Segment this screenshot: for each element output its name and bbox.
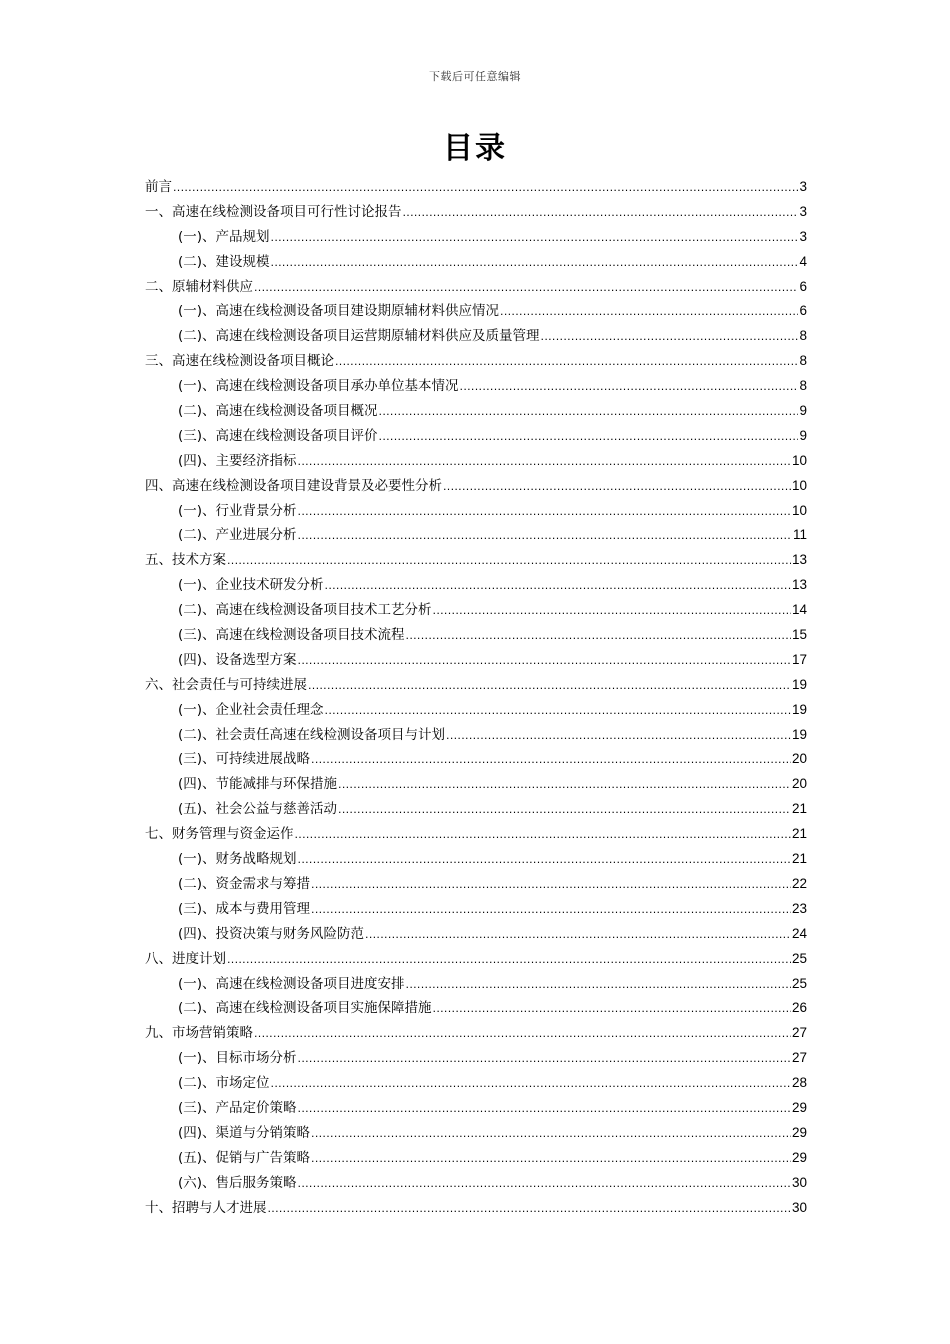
toc-entry[interactable]	[145, 349, 807, 374]
toc-dot-leader	[443, 475, 791, 500]
toc-entry-label: 九、市场营销策略	[145, 1025, 253, 1042]
toc-entry-page-number: 29	[791, 1099, 807, 1115]
toc-entry-page-number: 6	[799, 303, 807, 319]
toc-entry-label: 十、招聘与人才进展	[145, 1199, 267, 1216]
toc-entry-label: (三)、可持续进展战略	[178, 751, 311, 768]
toc-entry-label: (一)、财务战略规划	[178, 851, 297, 868]
toc-entry[interactable]	[145, 872, 807, 897]
toc-dot-leader	[298, 450, 791, 475]
toc-dot-leader	[500, 300, 798, 325]
toc-entry-label: (二)、高速在线检测设备项目技术工艺分析	[178, 602, 432, 619]
toc-dot-leader	[446, 724, 791, 749]
toc-entry-page-number: 24	[791, 925, 807, 941]
toc-entry[interactable]	[145, 648, 807, 673]
toc-entry-page-number: 13	[791, 552, 807, 568]
toc-entry-page-number: 9	[799, 427, 807, 443]
toc-entry-label: 前言	[145, 179, 172, 195]
toc-entry-label: (二)、高速在线检测设备项目运营期原辅材料供应及质量管理	[178, 328, 540, 345]
toc-entry-page-number: 21	[791, 826, 807, 842]
toc-entry[interactable]	[145, 1146, 807, 1171]
toc-entry[interactable]	[145, 1121, 807, 1146]
toc-entry-page-number: 11	[792, 527, 807, 543]
toc-entry-label: (四)、设备选型方案	[178, 651, 297, 668]
toc-entry[interactable]	[145, 723, 807, 748]
toc-entry[interactable]	[145, 1171, 807, 1196]
toc-dot-leader	[379, 400, 799, 425]
toc-entry-page-number: 3	[799, 228, 807, 244]
toc-entry-page-number: 8	[799, 328, 807, 344]
toc-entry-page-number: 9	[799, 403, 807, 419]
toc-entry[interactable]	[145, 324, 807, 349]
toc-entry[interactable]	[145, 499, 807, 524]
toc-dot-leader	[254, 276, 798, 301]
toc-dot-leader	[271, 226, 799, 251]
toc-dot-leader	[268, 1197, 791, 1222]
toc-entry-page-number: 26	[791, 1000, 807, 1016]
toc-entry[interactable]	[145, 573, 807, 598]
toc-entry-label: 七、财务管理与资金运作	[145, 826, 294, 843]
toc-dot-leader	[311, 873, 791, 898]
toc-entry-label: 三、高速在线检测设备项目概论	[145, 353, 334, 370]
toc-entry-label: (二)、社会责任高速在线检测设备项目与计划	[178, 726, 446, 743]
table-of-contents	[145, 175, 807, 1220]
toc-entry[interactable]	[145, 1096, 807, 1121]
toc-entry-page-number: 27	[791, 1050, 807, 1066]
toc-entry[interactable]	[145, 972, 807, 997]
toc-entry[interactable]	[145, 822, 807, 847]
toc-entry-label: 六、社会责任与可持续进展	[145, 676, 307, 693]
toc-entry[interactable]	[145, 1021, 807, 1046]
toc-entry[interactable]	[145, 250, 807, 275]
toc-entry-page-number: 20	[791, 751, 807, 767]
toc-dot-leader	[433, 997, 791, 1022]
toc-entry-page-number: 15	[791, 627, 807, 643]
toc-entry-page-number: 21	[791, 801, 807, 817]
toc-dot-leader	[173, 176, 798, 201]
toc-dot-leader	[311, 748, 791, 773]
page-header-note: 下载后可任意编辑	[429, 70, 521, 83]
toc-entry-page-number: 21	[791, 851, 807, 867]
toc-entry-page-number: 13	[791, 577, 807, 593]
toc-dot-leader	[403, 201, 799, 226]
toc-entry-page-number: 25	[791, 950, 807, 966]
toc-dot-leader	[335, 350, 798, 375]
toc-entry-page-number: 8	[799, 353, 807, 369]
toc-entry-label: (三)、高速在线检测设备项目技术流程	[178, 627, 405, 644]
toc-dot-leader	[311, 1147, 791, 1172]
toc-entry[interactable]	[145, 947, 807, 972]
toc-entry-page-number: 6	[799, 278, 807, 294]
toc-entry-label: (三)、成本与费用管理	[178, 900, 311, 917]
toc-entry-page-number: 29	[791, 1149, 807, 1165]
toc-entry-label: (二)、产业进展分析	[178, 527, 297, 544]
toc-dot-leader	[311, 1122, 791, 1147]
toc-entry-label: (一)、高速在线检测设备项目承办单位基本情况	[178, 378, 459, 395]
toc-dot-leader	[338, 773, 791, 798]
toc-dot-leader	[298, 524, 792, 549]
toc-entry[interactable]	[145, 847, 807, 872]
toc-entry-label: 一、高速在线检测设备项目可行性讨论报告	[145, 203, 402, 220]
toc-entry-page-number: 23	[791, 900, 807, 916]
toc-entry-label: (一)、产品规划	[178, 228, 270, 245]
toc-entry[interactable]	[145, 673, 807, 698]
toc-entry[interactable]	[145, 225, 807, 250]
toc-entry-page-number: 10	[791, 477, 807, 493]
toc-entry-label: (四)、投资决策与财务风险防范	[178, 925, 365, 942]
toc-dot-leader	[406, 624, 791, 649]
toc-entry-label: (四)、节能减排与环保措施	[178, 776, 338, 793]
toc-dot-leader	[298, 500, 791, 525]
toc-entry-label: (四)、主要经济指标	[178, 452, 297, 469]
toc-entry[interactable]	[145, 523, 807, 548]
toc-entry[interactable]	[145, 772, 807, 797]
toc-entry-label: (二)、高速在线检测设备项目实施保障措施	[178, 1000, 432, 1017]
toc-entry-label: (四)、渠道与分销策略	[178, 1124, 311, 1141]
toc-entry-label: (二)、市场定位	[178, 1075, 270, 1092]
toc-entry[interactable]	[145, 996, 807, 1021]
toc-entry-label: (二)、建设规模	[178, 253, 270, 270]
toc-entry-page-number: 28	[791, 1075, 807, 1091]
toc-entry-page-number: 19	[791, 726, 807, 742]
toc-entry-label: (六)、售后服务策略	[178, 1174, 297, 1191]
toc-dot-leader	[308, 674, 791, 699]
toc-entry-label: (五)、促销与广告策略	[178, 1149, 311, 1166]
toc-dot-leader	[227, 948, 791, 973]
toc-entry-page-number: 17	[791, 651, 807, 667]
toc-dot-leader	[271, 251, 799, 276]
toc-dot-leader	[254, 1022, 791, 1047]
toc-entry[interactable]	[145, 275, 807, 300]
toc-dot-leader	[541, 325, 799, 350]
toc-entry-page-number: 27	[791, 1025, 807, 1041]
toc-dot-leader	[298, 1047, 791, 1072]
toc-entry[interactable]	[145, 548, 807, 573]
toc-entry-label: (三)、产品定价策略	[178, 1099, 297, 1116]
toc-entry[interactable]	[145, 374, 807, 399]
toc-dot-leader	[298, 649, 791, 674]
toc-entry[interactable]	[145, 1196, 807, 1221]
toc-entry-label: (一)、高速在线检测设备项目进度安排	[178, 975, 405, 992]
toc-entry-label: (三)、高速在线检测设备项目评价	[178, 427, 378, 444]
toc-entry-page-number: 25	[791, 975, 807, 991]
toc-entry[interactable]	[145, 424, 807, 449]
toc-entry[interactable]	[145, 797, 807, 822]
toc-entry[interactable]	[145, 698, 807, 723]
toc-entry-page-number: 20	[791, 776, 807, 792]
toc-entry-label: (二)、高速在线检测设备项目概况	[178, 403, 378, 420]
toc-entry-label: (一)、高速在线检测设备项目建设期原辅材料供应情况	[178, 303, 500, 320]
toc-entry[interactable]	[145, 399, 807, 424]
toc-entry-label: (一)、企业社会责任理念	[178, 701, 324, 718]
toc-entry[interactable]	[145, 1046, 807, 1071]
toc-dot-leader	[406, 973, 791, 998]
toc-dot-leader	[271, 1072, 791, 1097]
page-title: 目录	[443, 131, 507, 166]
toc-entry[interactable]	[145, 474, 807, 499]
toc-entry-page-number: 19	[791, 676, 807, 692]
toc-entry-label: (一)、目标市场分析	[178, 1050, 297, 1067]
toc-entry[interactable]	[145, 299, 807, 324]
toc-entry-label: (一)、行业背景分析	[178, 502, 297, 519]
toc-entry[interactable]	[145, 1071, 807, 1096]
toc-entry-page-number: 19	[791, 701, 807, 717]
toc-entry[interactable]	[145, 922, 807, 947]
toc-entry-page-number: 3	[799, 203, 807, 219]
toc-entry[interactable]	[145, 175, 807, 200]
toc-dot-leader	[433, 599, 791, 624]
toc-entry[interactable]	[145, 623, 807, 648]
toc-entry[interactable]	[145, 449, 807, 474]
toc-dot-leader	[379, 425, 799, 450]
toc-entry-page-number: 3	[799, 179, 807, 194]
toc-dot-leader	[298, 1097, 791, 1122]
toc-entry-page-number: 8	[799, 378, 807, 394]
toc-entry-label: (五)、社会公益与慈善活动	[178, 801, 338, 818]
toc-entry-label: (一)、企业技术研发分析	[178, 577, 324, 594]
toc-entry-label: 二、原辅材料供应	[145, 278, 253, 295]
toc-entry-label: 四、高速在线检测设备项目建设背景及必要性分析	[145, 477, 442, 494]
toc-entry[interactable]	[145, 747, 807, 772]
toc-entry[interactable]	[145, 200, 807, 225]
toc-dot-leader	[365, 923, 791, 948]
toc-dot-leader	[311, 898, 791, 923]
toc-entry[interactable]	[145, 897, 807, 922]
toc-dot-leader	[460, 375, 799, 400]
toc-entry-page-number: 14	[791, 602, 807, 618]
toc-dot-leader	[298, 848, 791, 873]
toc-dot-leader	[325, 574, 791, 599]
toc-entry-page-number: 30	[791, 1174, 807, 1190]
toc-entry[interactable]	[145, 598, 807, 623]
toc-dot-leader	[295, 823, 791, 848]
toc-entry-page-number: 29	[791, 1124, 807, 1140]
toc-entry-page-number: 30	[791, 1199, 807, 1215]
toc-entry-page-number: 10	[791, 452, 807, 468]
toc-dot-leader	[227, 549, 791, 574]
toc-entry-label: (二)、资金需求与筹措	[178, 875, 311, 892]
toc-dot-leader	[298, 1172, 791, 1197]
toc-dot-leader	[338, 798, 791, 823]
toc-dot-leader	[325, 699, 791, 724]
toc-entry-label: 八、进度计划	[145, 950, 226, 967]
toc-entry-page-number: 10	[791, 502, 807, 518]
toc-entry-page-number: 22	[791, 875, 807, 891]
toc-entry-label: 五、技术方案	[145, 552, 226, 569]
toc-entry-page-number: 4	[799, 253, 807, 269]
